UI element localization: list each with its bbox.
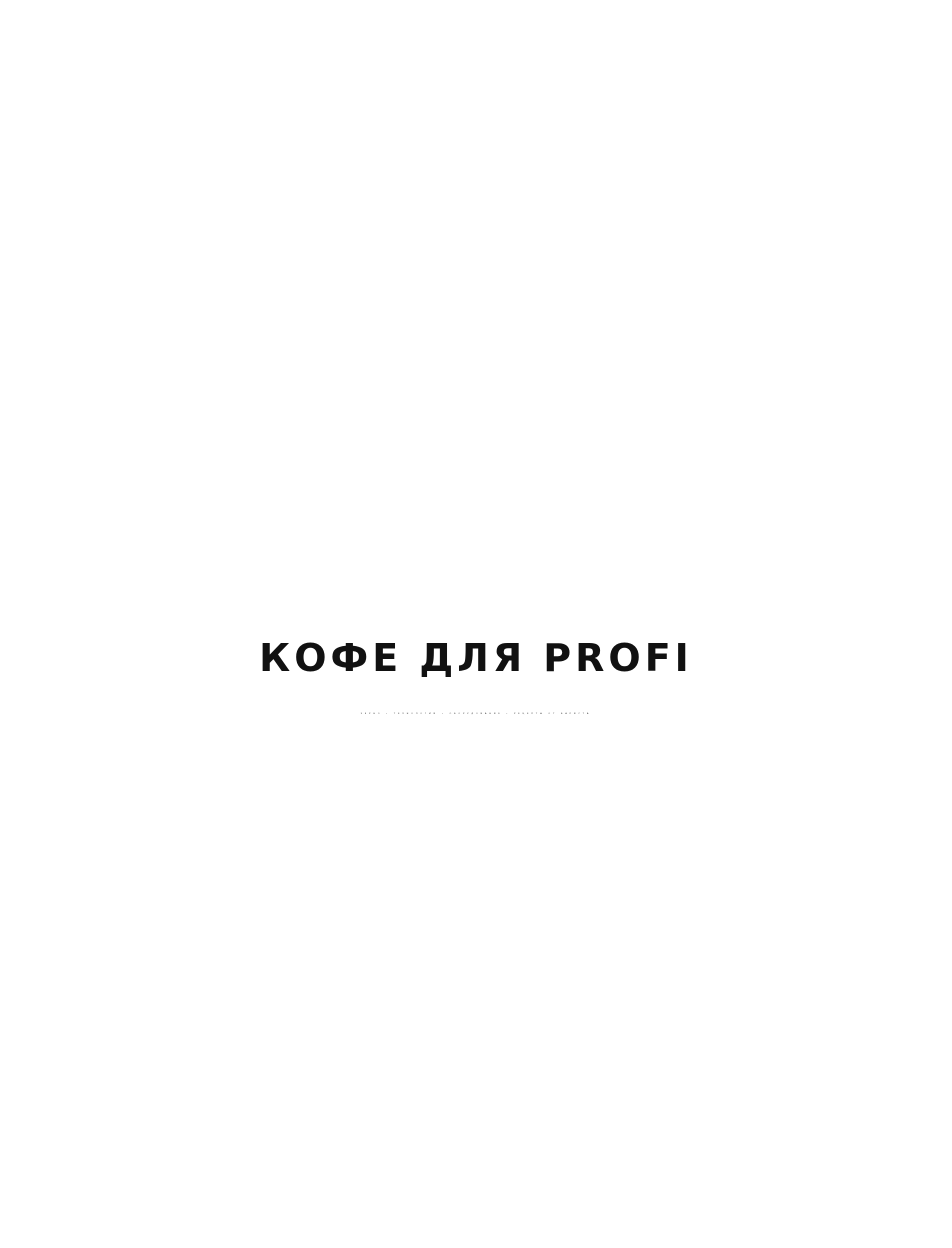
book-subtitle: ЗЕРНО • ТЕХНОЛОГИИ • ОБОРУДОВАНИЕ • РЕЦЕПТЫ ОТ БАРИСТА: [360, 713, 592, 715]
staff-row: [0, 842, 952, 869]
publisher-info: [0, 1162, 952, 1246]
publisher-address: [0, 1183, 952, 1204]
acknowledgement-line-3: [0, 508, 952, 532]
contacts-line-1: [0, 2, 952, 24]
publisher-name: [0, 1162, 952, 1183]
disclaimer-line-2: [0, 943, 952, 962]
contacts-line-3: [0, 46, 952, 68]
acknowledgement-line-1: [0, 460, 952, 484]
staff-row: [0, 788, 952, 815]
imprint-line-3: [0, 1083, 952, 1104]
compilers-label: [0, 288, 952, 318]
disclaimer-line-3: [0, 962, 952, 981]
acknowledgement-line-4: [0, 532, 952, 556]
compilers-section: [0, 288, 952, 408]
book-title: КОФЕ ДЛЯ PROFI: [259, 636, 693, 680]
acknowledgement-line-2: [0, 484, 952, 508]
publisher-phone: [0, 1204, 952, 1225]
compiler-name-2: [0, 348, 952, 378]
imprint-line-1: [0, 1042, 952, 1063]
contacts-line-2: [0, 24, 952, 46]
disclaimer-line-1: [0, 924, 952, 943]
print-imprint: [0, 1042, 952, 1104]
compiler-name-3: [0, 378, 952, 408]
purchase-contacts: [0, 2, 952, 68]
acknowledgement: [0, 460, 952, 556]
publisher-email: [0, 1225, 952, 1246]
imprint-line-2: [0, 1063, 952, 1084]
staff-credits: [0, 788, 952, 869]
disclaimer: [0, 924, 952, 981]
compiler-name-1: [0, 318, 952, 348]
staff-row: [0, 815, 952, 842]
